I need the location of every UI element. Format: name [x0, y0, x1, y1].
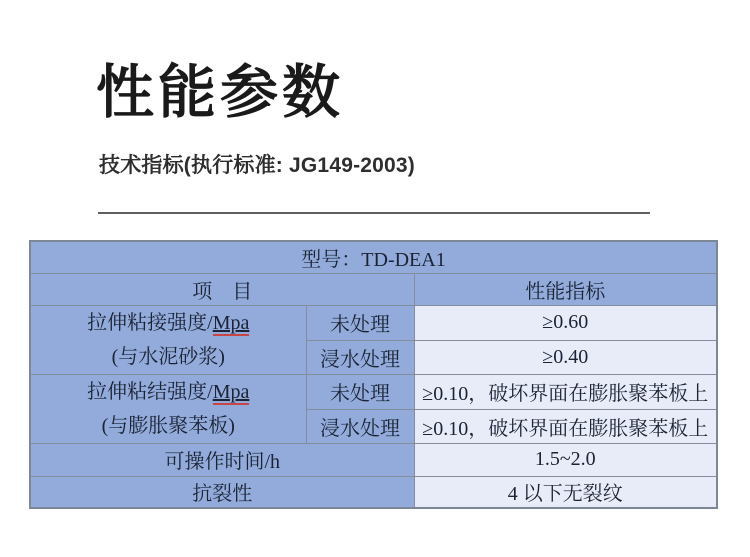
group-name-line1: 拉伸粘接强度/Mpa — [87, 311, 250, 334]
table-row — [30, 374, 717, 409]
unit-spellcheck: Mpa — [212, 311, 250, 334]
header-item-cell: 项 目 — [30, 273, 414, 305]
group-name-line2: (与水泥砂浆) — [111, 345, 225, 368]
header-indicator-cell: 性能指标 — [414, 273, 717, 305]
table-row — [30, 305, 717, 340]
value-cell: ≥0.10，破坏界面在膨胀聚苯板上 — [414, 409, 717, 443]
table-row — [30, 443, 717, 476]
spec-table — [29, 240, 718, 509]
model-cell: 型号：TD-DEA1 — [30, 241, 717, 273]
group-name-cell-cement — [30, 305, 306, 374]
label-cell-worktime: 可操作时间/h — [30, 443, 414, 476]
label-cell-crack: 抗裂性 — [30, 476, 414, 508]
table-row — [30, 476, 717, 508]
page-title: 性能参数 — [96, 60, 345, 125]
value-cell: 4 以下无裂纹 — [414, 476, 717, 508]
group-name-line2: (与膨胀聚苯板) — [101, 414, 235, 437]
group-name-cell-eps — [30, 374, 306, 443]
value-cell: ≥0.10，破坏界面在膨胀聚苯板上 — [414, 374, 717, 409]
value-cell: 1.5~2.0 — [414, 443, 717, 476]
condition-cell: 未处理 — [306, 374, 414, 409]
page-subtitle: 技术指标(执行标准: JG149-2003) — [99, 154, 415, 177]
condition-cell: 浸水处理 — [306, 409, 414, 443]
condition-cell: 浸水处理 — [306, 340, 414, 374]
value-cell: ≥0.60 — [414, 305, 717, 340]
unit-spellcheck: Mpa — [212, 380, 250, 403]
section-divider — [98, 212, 650, 214]
table-row-model — [30, 241, 717, 273]
group-name-line1: 拉伸粘结强度/Mpa — [87, 380, 250, 403]
value-cell: ≥0.40 — [414, 340, 717, 374]
table-row-header — [30, 273, 717, 305]
condition-cell: 未处理 — [306, 305, 414, 340]
